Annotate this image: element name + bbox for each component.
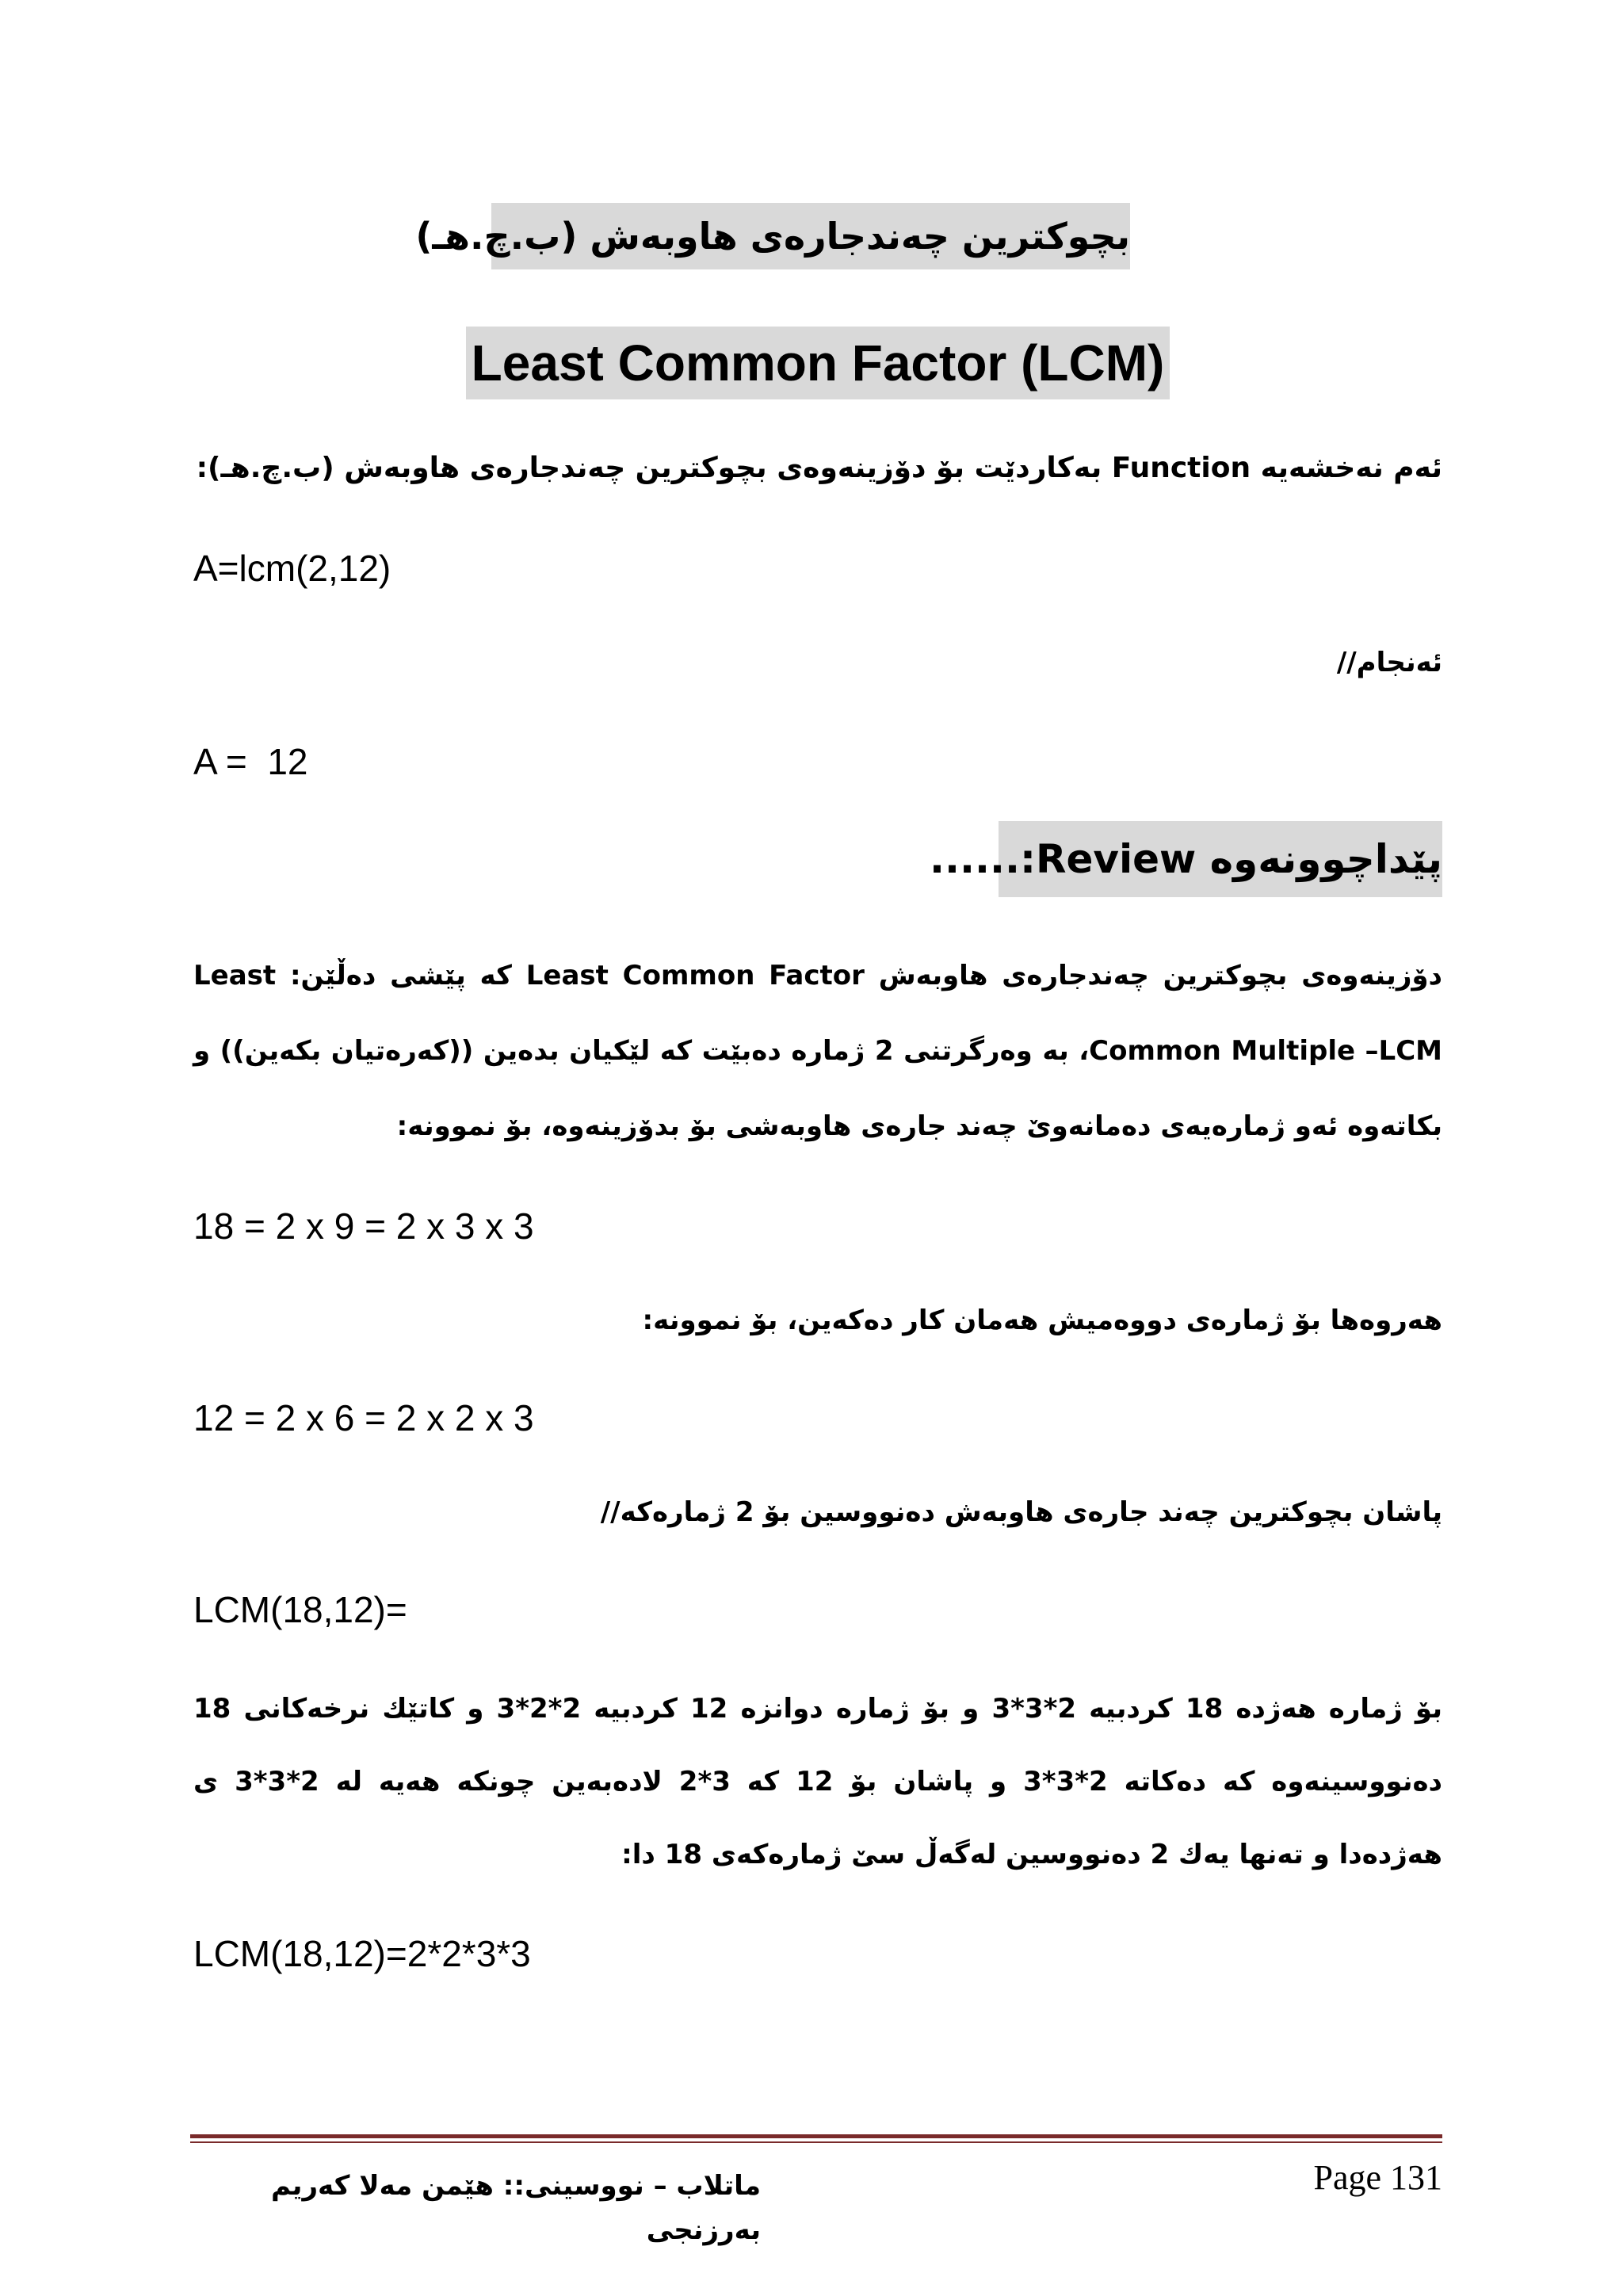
code-example: A=lcm(2,12) [193,548,391,589]
second-number-line: هەروەها بۆ ژمارەی دووەمیش هەمان کار دەکەین، بۆ نموونە: [642,1305,1442,1336]
then-line: پاشان بچوکترین چەند جارەی هاوبەش دەنووسین بۆ 2 ژمارەکە// [600,1496,1442,1528]
review-heading: پێداچوونەوە Review:...... [999,821,1442,897]
equation-18: 18 = 2 x 9 = 2 x 3 x 3 [193,1205,534,1247]
result-value: A = 12 [193,741,308,782]
intro-line: ئەم نەخشەیە Function بەکاردێت بۆ دۆزینەوەی بچوکترین چەندجارەی هاوبەش (ب.چ.هـ): [196,452,1442,484]
footer-rule-thin [190,2141,1442,2143]
footer-page-number: Page 131 [1313,2158,1442,2197]
result-label: ئەنجام// [1336,647,1442,678]
explanation-paragraph: بۆ ژمارە هەژدە 18 کردبیە 2*3*3 و بۆ ژمارە دوانزە 12 کردبیە 2*2*3 و کاتێك نرخەکانی 18 دەنووسینەوە کە دەکاتە 2*3*3 و پاشان بۆ 12 کە 3*2 لادەبەین چونکە هەیە لە 2*3*3 ی هەژدەدا و تەنها یەك 2 دەنووسین لەگەڵ سێ ژمارەکەی 18 دا: [193,1693,1443,1870]
lcm-result: LCM(18,12)=2*2*3*3 [193,1933,531,1974]
title-english: Least Common Factor (LCM) [466,327,1170,399]
footer-author: ماتلاب – نووسینی:: هێمن مەلا کەریم بەرزنجی [271,2170,761,2246]
lcm-call: LCM(18,12)= [193,1589,407,1630]
footer-rule-thick [190,2134,1442,2138]
title-kurdish: بچوکترین چەندجارەی هاوبەش (ب.چ.هـ) [491,203,1130,269]
review-paragraph: دۆزینەوەی بچوکترین چەندجارەی هاوبەش Least Common Factor کە پێشی دەڵێن: Least Common Multiple –LCM، بە وەرگرتنی 2 ژمارە دەبێت کە لێکیان بدەین ((کەرەتیان بکەین)) و بکاتەوە ئەو ژمارەیەی دەمانەوێ چەند جارەی هاوبەشی بۆ بدۆزینەوە، بۆ نموونە: [193,960,1443,1142]
equation-12: 12 = 2 x 6 = 2 x 2 x 3 [193,1397,534,1438]
